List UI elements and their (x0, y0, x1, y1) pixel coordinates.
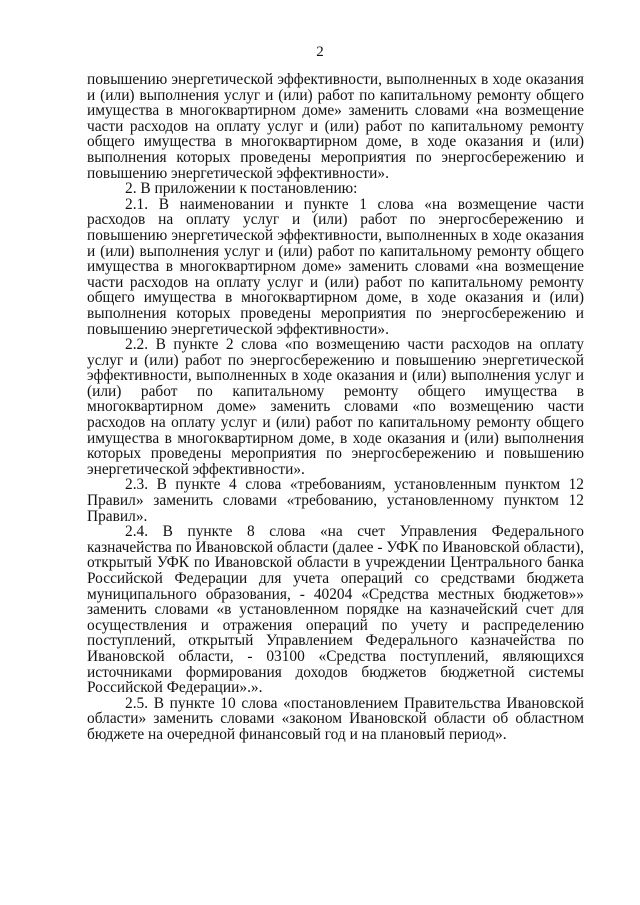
paragraph-continuation: повышению энергетической эффективности, выполненных в ходе оказания и (или) выполнения услуг и (или) работ по капитальному ремонту общего имущества в многоквартирном доме» заменить словами «на возмещение части расходов на оплату услуг и (или) работ по капитальному ремонту общего имущества в многоквартирном доме, в ходе оказания и (или) выполнения которых проведены мероприятия по энергосбережению и повышению энергетической эффективности». (87, 71, 584, 182)
paragraph-2-3: 2.3. В пункте 4 слова «требованиям, установленным пунктом 12 Правил» заменить словами «требованию, установленному пунктом 12 Правил». (87, 476, 584, 525)
document-body (87, 72, 584, 743)
paragraph-2-2: 2.2. В пункте 2 слова «по возмещению части расходов на оплату услуг и (или) работ по энергосбережению и повышению энергетической эффективности, выполненных в ходе оказания и (или) выполнения услуг и (или) работ по капитальному ремонту общего имущества в многоквартирном доме» заменить словами «по возмещению части расходов на оплату услуг и (или) работ по капитальному ремонту общего имущества в многоквартирном доме, в ходе оказания и (или) выполнения которых проведены мероприятия по энергосбережению и повышению энергетической эффективности». (87, 336, 584, 478)
paragraph-2-1: 2.1. В наименовании и пункте 1 слова «на возмещение части расходов на оплату услуг и (или) работ по энергосбережению и повышению энергетической эффективности, выполненных в ходе оказания и (или) выполнения услуг и (или) работ по капитальному ремонту общего имущества в многоквартирном доме» заменить словами «на возмещение части расходов на оплату услуг и (или) работ по капитальному ремонту общего имущества в многоквартирном доме, в ходе оказания и (или) выполнения которых проведены мероприятия по энергосбережению и повышению энергетической эффективности». (87, 195, 584, 338)
paragraph-2-4: 2.4. В пункте 8 слова «на счет Управления Федерального казначейства по Ивановской области (далее - УФК по Ивановской области), открытый УФК по Ивановской области в учреждении Центрального банка Российской Федерации для учета операций со средствами бюджета муниципального образования, - 40204 «Средства местных бюджетов»» заменить словами «в установленном порядке на казначейский счет для осуществления и отражения операций по учету и распределению поступлений, открытый Управлением Федерального казначейства по Ивановской области, - 03100 «Средства поступлений, являющихся источниками формирования доходов бюджетов бюджетной системы Российской Федерации».». (87, 523, 584, 697)
page-number: 2 (316, 44, 324, 60)
paragraph-2: 2. В приложении к постановлению: (125, 180, 358, 198)
paragraph-2-5: 2.5. В пункте 10 слова «постановлением Правительства Ивановской области» заменить словами «законом Ивановской области об областном бюджете на очередной финансовый год и на плановый период». (87, 694, 584, 743)
